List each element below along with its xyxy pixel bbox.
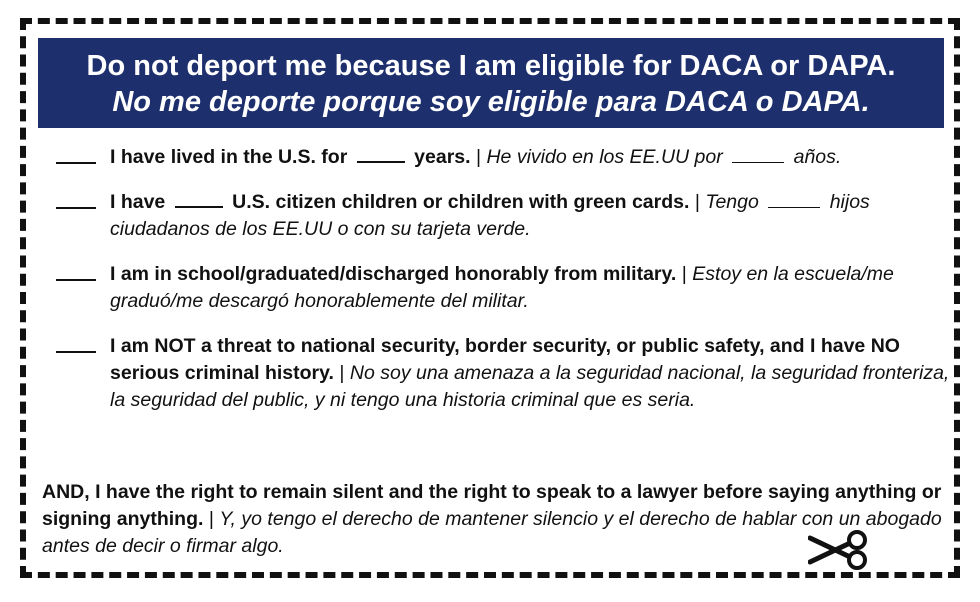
checklist-item-children	[56, 189, 956, 243]
item-es-before: Tengo	[705, 191, 759, 213]
check-blank[interactable]	[56, 144, 96, 164]
separator: |	[694, 191, 700, 213]
item-es-after: años.	[793, 146, 842, 168]
item-en-after: years.	[414, 146, 471, 168]
title-spanish: No me deporte porque soy eligible para DACA o DAPA.	[112, 86, 870, 118]
separator: |	[681, 263, 687, 285]
item-en-before: I have	[110, 191, 166, 213]
item-es: No soy una amenaza a la seguridad nacional, la seguridad fronteriza, la seguridad del public, y ni tengo una historia criminal que es seria.	[110, 362, 950, 411]
item-en-before: I have lived in the U.S. for	[110, 146, 348, 168]
check-blank[interactable]	[56, 333, 96, 353]
checklist	[56, 144, 956, 432]
item-es-after: hijos ciudadanos de los EE.UU o con su tarjeta verde.	[110, 191, 870, 240]
check-blank[interactable]	[56, 261, 96, 281]
scissors-icon	[808, 530, 870, 570]
separator: |	[339, 362, 345, 384]
item-es-before: He vivido en los EE.UU por	[486, 146, 723, 168]
item-es: Estoy en la escuela/me graduó/me descargó honorablemente del militar.	[110, 263, 894, 312]
hijos-blank[interactable]	[768, 190, 820, 208]
checklist-item-security	[56, 333, 956, 414]
children-count-blank[interactable]	[175, 189, 223, 208]
item-en: I am NOT a threat to national security, border security, or public safety, and I have NO serious criminal history.	[110, 335, 900, 384]
closing-es: Y, yo tengo el derecho de mantener silencio y el derecho de hablar con un abogado antes de decir o firmar algo.	[42, 508, 942, 557]
know-your-rights-card	[20, 18, 960, 578]
closing-en: AND, I have the right to remain silent and the right to speak to a lawyer before saying anything or signing anything.	[42, 481, 942, 530]
years-blank[interactable]	[357, 144, 405, 163]
checklist-item-school	[56, 261, 956, 315]
title-banner	[38, 38, 944, 128]
item-en-after: U.S. citizen children or children with green cards.	[232, 191, 690, 213]
item-en: I am in school/graduated/discharged honorably from military.	[110, 263, 677, 285]
checklist-item-years	[56, 144, 956, 171]
separator: |	[475, 146, 482, 168]
check-blank[interactable]	[56, 189, 96, 209]
title-english: Do not deport me because I am eligible for DACA or DAPA.	[86, 50, 896, 82]
rights-statement	[42, 479, 942, 560]
anos-blank[interactable]	[732, 145, 784, 163]
separator: |	[208, 508, 214, 530]
